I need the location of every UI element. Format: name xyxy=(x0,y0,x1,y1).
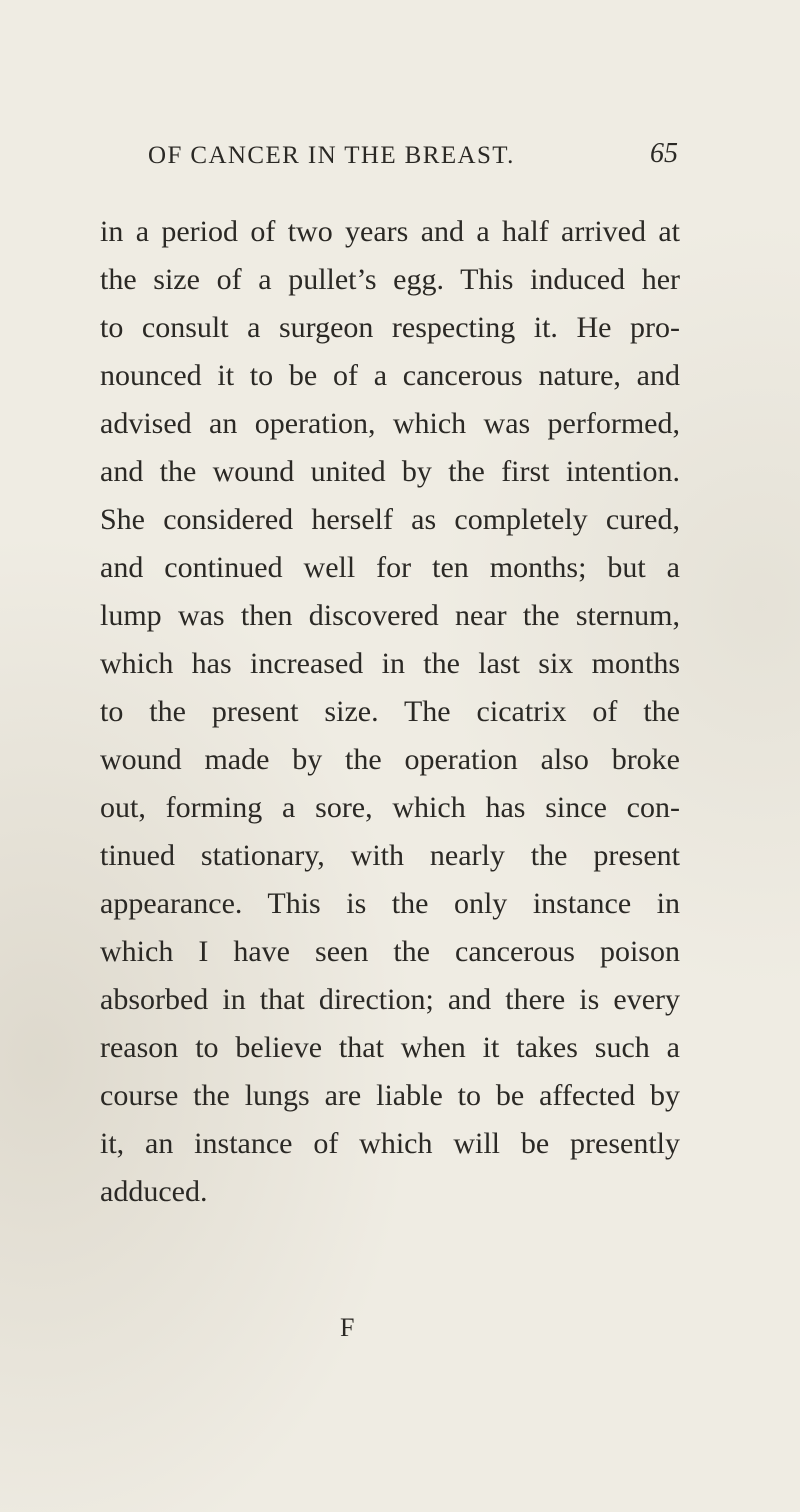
text-line: to the present size. The cicatrix of the xyxy=(100,695,680,728)
running-title: OF CANCER IN THE BREAST. xyxy=(148,142,515,169)
text-line: absorbed in that direction; and there is every xyxy=(100,983,680,1016)
running-head xyxy=(148,138,678,178)
text-line: appearance. This is the only instance in xyxy=(100,887,680,920)
text-line: She considered herself as completely cured, xyxy=(100,503,680,536)
text-line: which I have seen the cancerous poison xyxy=(100,935,680,968)
text-line: in a period of two years and a half arrived at xyxy=(100,215,680,248)
text-line: and continued well for ten months; but a xyxy=(100,551,680,584)
body-text xyxy=(100,208,680,1216)
text-line: out, forming a sore, which has since con- xyxy=(100,791,680,824)
text-line: advised an operation, which was performed, xyxy=(100,407,680,440)
text-line: which has increased in the last six months xyxy=(100,647,680,680)
text-line: and the wound united by the first intention. xyxy=(100,455,680,488)
text-line: the size of a pullet’s egg. This induced her xyxy=(100,263,680,296)
text-line: to consult a surgeon respecting it. He pro- xyxy=(100,311,680,344)
text-line: wound made by the operation also broke xyxy=(100,743,680,776)
text-line: nounced it to be of a cancerous nature, and xyxy=(100,359,680,392)
page-number: 65 xyxy=(650,138,678,169)
text-line: reason to believe that when it takes such a xyxy=(100,1031,680,1064)
text-line: course the lungs are liable to be affected by xyxy=(100,1079,680,1112)
text-line-last: adduced. xyxy=(100,1175,208,1208)
text-line: lump was then discovered near the sternum, xyxy=(100,599,680,632)
text-line: it, an instance of which will be presently xyxy=(100,1127,680,1160)
text-line: tinued stationary, with nearly the present xyxy=(100,839,680,872)
signature-mark: F xyxy=(340,1313,355,1342)
